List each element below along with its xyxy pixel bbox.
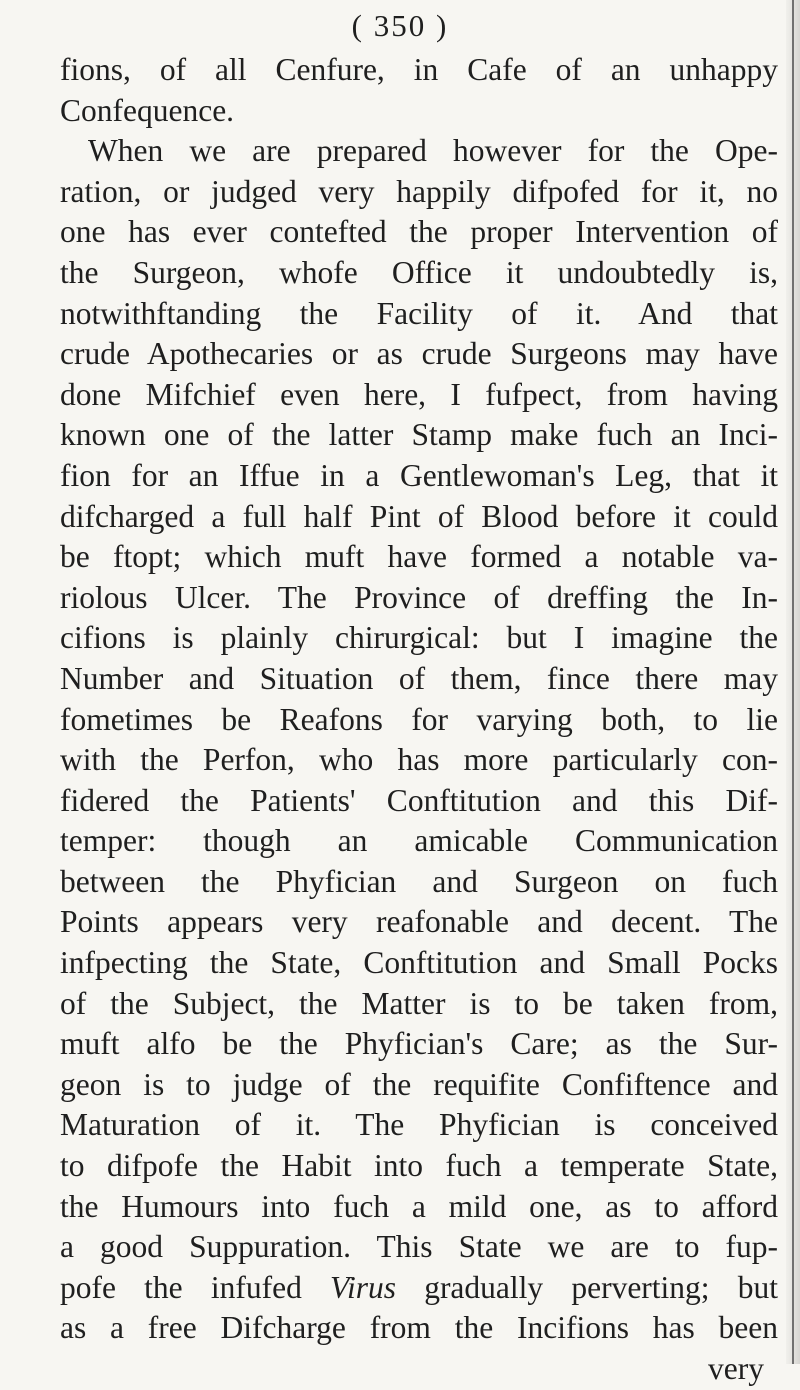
text-line: done Mifchief even here, I fufpect, from having: [60, 376, 778, 412]
text-line: cifions is plainly chirurgical: but I imagine the: [60, 620, 778, 656]
text-line: Confequence.: [60, 92, 235, 128]
page-edge-line: [792, 0, 794, 1364]
text-line: fion for an Iffue in a Gentlewoman's Leg, that it: [60, 457, 778, 493]
text-line: known one of the latter Stamp make fuch an Inci-: [60, 417, 778, 453]
text-line: pofe the infufed Virus gradually perverting; but: [60, 1269, 779, 1305]
text-line: one has ever contefted the proper Intervention of: [60, 214, 778, 250]
text-line: ration, or judged very happily difpofed for it, no: [60, 173, 778, 209]
text-line: geon is to judge of the requifite Confiftence and: [60, 1066, 778, 1102]
text-line: temper: though an amicable Communication: [60, 823, 778, 859]
text-line: fions, of all Cenfure, in Cafe of an unhappy: [60, 52, 778, 87]
body-text: [60, 50, 778, 1390]
text-line: Points appears very reafonable and decent. The: [60, 904, 778, 940]
text-line: of the Subject, the Matter is to be taken from,: [60, 985, 778, 1021]
text-line: be ftopt; which muft have formed a notable va-: [60, 539, 778, 575]
text-line: infpecting the State, Conftitution and Small Pocks: [60, 945, 778, 981]
text-line: muft alfo be the Phyfician's Care; as the Sur-: [60, 1026, 778, 1062]
text-line: riolous Ulcer. The Province of dreffing the In-: [60, 579, 778, 615]
italic-word: Virus: [330, 1269, 396, 1305]
text-line: Maturation of it. The Phyfician is conceived: [60, 1107, 778, 1143]
text-line: fidered the Patients' Conftitution and this Dif-: [60, 782, 778, 818]
text-line: notwithftanding the Facility of it. And that: [60, 295, 778, 331]
text-line: the Surgeon, whofe Office it undoubtedly is,: [60, 254, 778, 290]
text-line: When we are prepared however for the Ope-: [88, 133, 778, 169]
text-line: difcharged a full half Pint of Blood before it could: [60, 498, 778, 534]
text-line: Number and Situation of them, fince there may: [60, 660, 778, 696]
text-line: a good Suppuration. This State we are to fup-: [60, 1229, 778, 1265]
text-line: to difpofe the Habit into fuch a temperate State,: [60, 1148, 778, 1184]
text-line: fometimes be Reafons for varying both, to lie: [60, 701, 778, 737]
text-line: with the Perfon, who has more particularly con-: [60, 742, 778, 778]
text-line: the Humours into fuch a mild one, as to afford: [60, 1188, 778, 1224]
text-line: as a free Difcharge from the Incifions has been: [60, 1310, 778, 1346]
text-line: between the Phyfician and Surgeon on fuch: [60, 863, 778, 899]
page-number: ( 350 ): [351, 8, 449, 43]
catchword: very: [708, 1351, 764, 1386]
text-line: crude Apothecaries or as crude Surgeons may have: [60, 336, 778, 372]
